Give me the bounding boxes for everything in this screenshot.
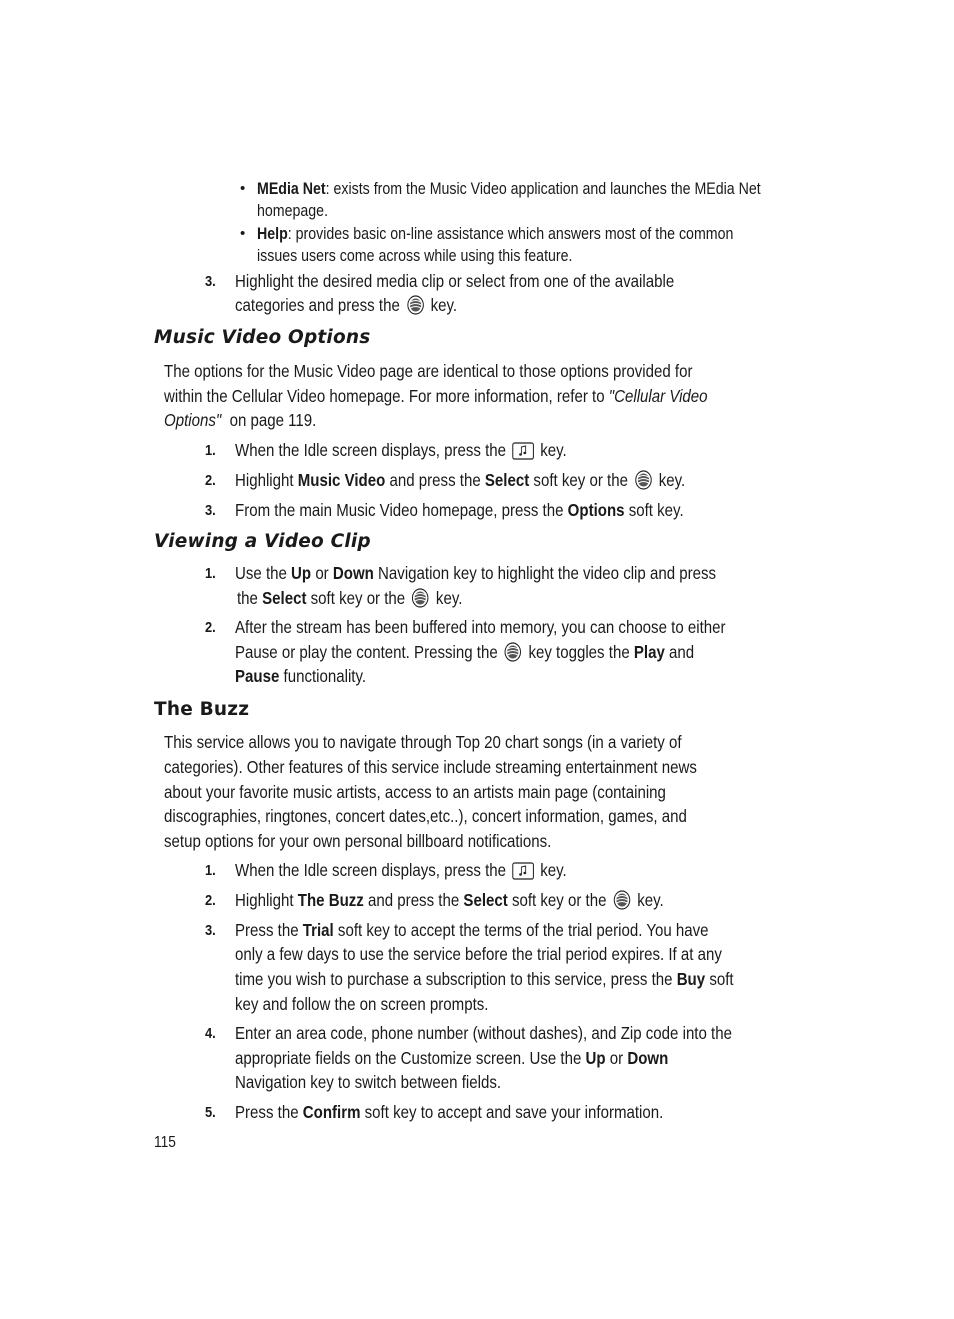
- step-number: 5.: [205, 1104, 216, 1121]
- paragraph-line: The options for the Music Video page are identical to those options provided for: [164, 361, 693, 381]
- step-number: 1.: [205, 442, 216, 459]
- bullet-media-net: MEdia Net: exists from the Music Video application and launches the MEdia Net: [257, 180, 761, 198]
- music-note-key-icon: [512, 862, 534, 886]
- section-heading-the-buzz: The Buzz: [154, 699, 250, 720]
- step-number: 2.: [205, 892, 216, 909]
- step-number: 3.: [205, 922, 216, 939]
- step-text: When the Idle screen displays, press the key.: [235, 858, 567, 886]
- step-text: appropriate fields on the Customize screen. Use the Up or Down: [235, 1048, 669, 1068]
- bullet-help-cont: issues users come across while using this feature.: [257, 247, 573, 265]
- step-text: time you wish to purchase a subscription to this service, press the Buy soft: [235, 969, 734, 989]
- step-number: 2.: [205, 619, 216, 636]
- page-number: 115: [154, 1134, 176, 1151]
- step-text: categories and press the key.: [235, 293, 457, 321]
- step-text: From the main Music Video homepage, press the Options soft key.: [235, 500, 684, 520]
- bullet-media-net-cont: homepage.: [257, 202, 329, 220]
- step-text: Pause or play the content. Pressing the key toggles the Play and: [235, 640, 694, 668]
- step-number: 3.: [205, 502, 216, 519]
- att-globe-key-icon: [612, 890, 631, 916]
- step-text: When the Idle screen displays, press the key.: [235, 438, 567, 466]
- paragraph-line: about your favorite music artists, access to an artists main page (containing: [164, 782, 666, 802]
- step-text: only a few days to use the service before the trial period expires. If at any: [235, 944, 722, 964]
- step-number: 1.: [205, 565, 216, 582]
- bullet-help: Help: provides basic on-line assistance which answers most of the common: [257, 225, 734, 243]
- paragraph-line: This service allows you to navigate through Top 20 chart songs (in a variety of: [164, 732, 682, 752]
- att-globe-key-icon: [504, 642, 523, 668]
- step-text: key and follow the on screen prompts.: [235, 994, 489, 1014]
- paragraph-line: categories). Other features of this service include streaming entertainment news: [164, 757, 697, 777]
- step-text: Navigation key to switch between fields.: [235, 1072, 502, 1092]
- step-text: Press the Trial soft key to accept the terms of the trial period. You have: [235, 920, 709, 940]
- step-number: 3.: [205, 273, 216, 290]
- att-globe-key-icon: [411, 588, 430, 614]
- step-text: Use the Up or Down Navigation key to highlight the video clip and press: [235, 563, 717, 583]
- step-number: 4.: [205, 1025, 216, 1042]
- step-text: Highlight Music Video and press the Select soft key or the key.: [235, 468, 685, 496]
- step-text: the Select soft key or the key.: [237, 586, 462, 614]
- paragraph-line: setup options for your own personal billboard notifications.: [164, 831, 552, 851]
- section-heading-music-video-options: Music Video Options: [154, 327, 371, 348]
- step-text: Pause functionality.: [235, 666, 367, 686]
- step-text: After the stream has been buffered into memory, you can choose to either: [235, 617, 726, 637]
- step-text: Highlight The Buzz and press the Select soft key or the key.: [235, 888, 664, 916]
- paragraph-line: within the Cellular Video homepage. For more information, refer to "Cellular Video: [164, 386, 708, 406]
- bullet-dot: •: [240, 180, 246, 197]
- step-text: Highlight the desired media clip or select from one of the available: [235, 271, 675, 291]
- music-note-key-icon: [512, 442, 534, 466]
- bullet-dot: •: [240, 225, 246, 242]
- step-number: 1.: [205, 862, 216, 879]
- step-number: 2.: [205, 472, 216, 489]
- att-globe-key-icon: [634, 470, 653, 496]
- step-text: Enter an area code, phone number (without dashes), and Zip code into the: [235, 1023, 732, 1043]
- att-globe-key-icon: [406, 295, 425, 321]
- section-heading-viewing-video-clip: Viewing a Video Clip: [154, 531, 371, 552]
- step-text: Press the Confirm soft key to accept and save your information.: [235, 1102, 664, 1122]
- paragraph-line: Options" on page 119.: [164, 410, 317, 430]
- paragraph-line: discographies, ringtones, concert dates,etc..), concert information, games, and: [164, 806, 687, 826]
